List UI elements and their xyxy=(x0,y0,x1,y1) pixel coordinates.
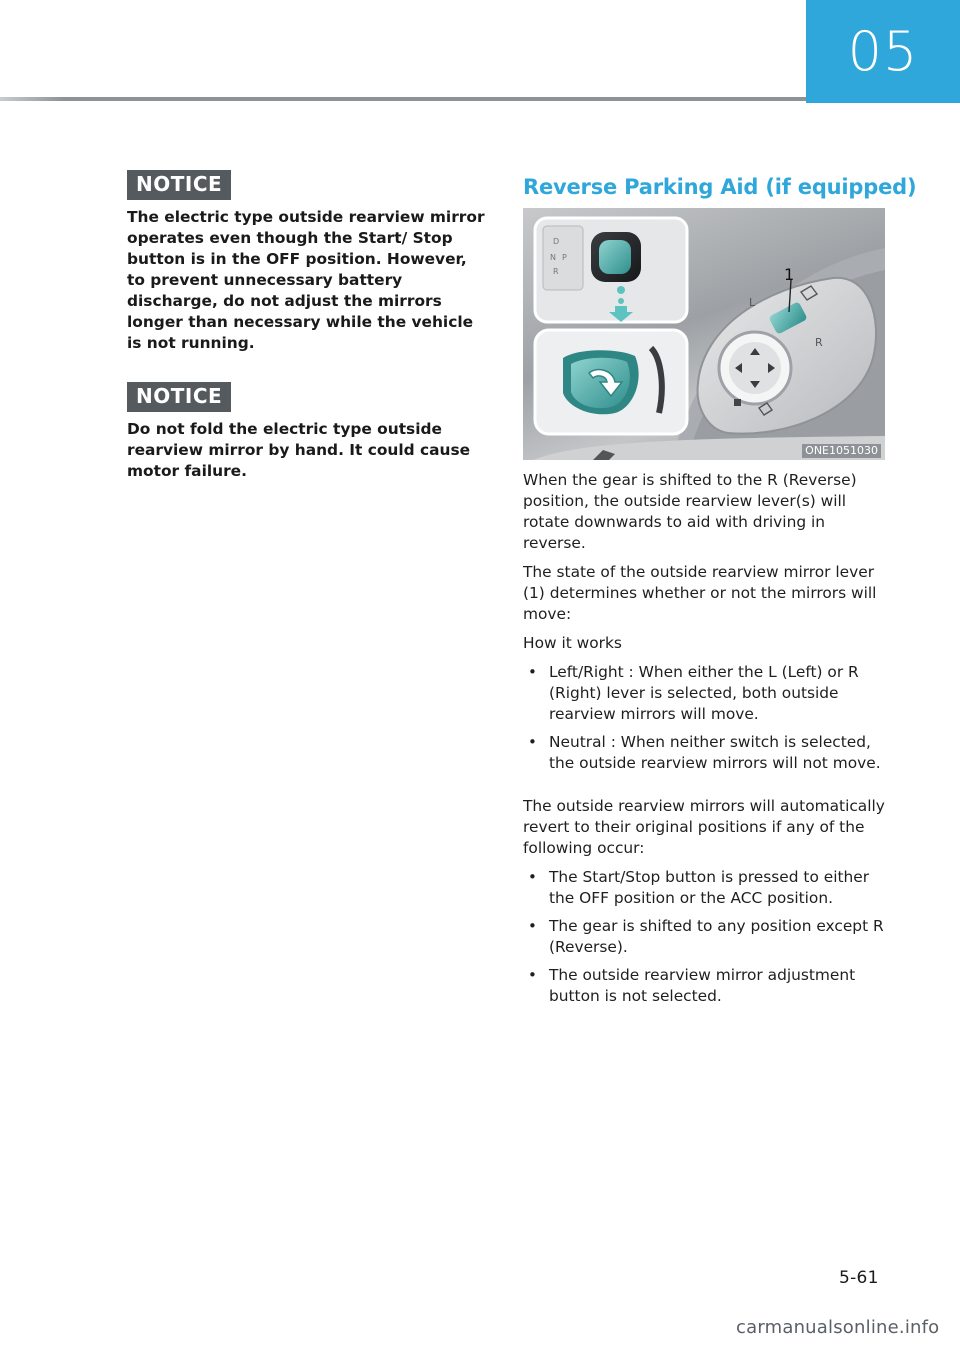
section-body xyxy=(523,470,887,1007)
page-number: 5-61 xyxy=(839,1268,879,1288)
paragraph: The state of the outside rearview mirror lever (1) determines whether or not the mirrors will move: xyxy=(523,563,877,623)
bullet-dot: • xyxy=(528,917,537,935)
notice-text: Do not fold the electric type outside rearview mirror by hand. It could cause motor failure. xyxy=(127,420,471,480)
bullet-list xyxy=(523,867,887,1007)
chapter-tab: 05 xyxy=(806,0,960,103)
section-title: Reverse Parking Aid (if equipped) xyxy=(523,175,917,199)
gear-letter-n: N xyxy=(550,253,556,262)
bullet-dot: • xyxy=(528,966,537,984)
notice-badge: NOTICE xyxy=(127,170,231,200)
switch-letter-l: L xyxy=(749,296,756,309)
notice-badge: NOTICE xyxy=(127,382,231,412)
notice-block xyxy=(127,382,489,482)
list-item-text: Left/Right : When either the L (Left) or R (Right) lever is selected, both outside rearview mirrors will move. xyxy=(549,663,859,723)
list-item xyxy=(523,916,887,958)
header-rule xyxy=(0,97,806,101)
list-item xyxy=(523,732,887,774)
bullet-dot: • xyxy=(528,868,537,886)
left-column xyxy=(127,170,489,510)
paragraph: When the gear is shifted to the R (Reverse) position, the outside rearview lever(s) will rotate downwards to aid with driving in reverse. xyxy=(523,471,857,552)
list-item-text: The Start/Stop button is pressed to either the OFF position or the ACC position. xyxy=(549,868,870,907)
list-item xyxy=(523,965,887,1007)
right-column xyxy=(523,170,917,1015)
gear-letter-p: P xyxy=(562,253,567,262)
bullet-dot: • xyxy=(528,663,537,681)
gear-letter-d: D xyxy=(553,237,560,246)
notice-text: The electric type outside rearview mirror operates even though the Start/ Stop button is in the OFF position. However, to prevent unnecessary battery discharge, do not adjust the mirrors longer than necessary while the vehicle is not running. xyxy=(127,208,485,352)
bullet-list xyxy=(523,662,887,774)
figure-code: ONE1051030 xyxy=(802,444,881,458)
mirror-switch-drawing xyxy=(523,208,885,460)
switch-letter-r: R xyxy=(815,336,823,349)
list-item-text: The outside rearview mirror adjustment button is not selected. xyxy=(549,966,856,1005)
list-item-text: The gear is shifted to any position except R (Reverse). xyxy=(549,917,884,956)
list-item xyxy=(523,662,887,725)
list-item-text: Neutral : When neither switch is selected, the outside rearview mirrors will not move. xyxy=(549,733,881,772)
list-item xyxy=(523,867,887,909)
mirror-switch-illustration xyxy=(523,208,885,460)
watermark-link[interactable]: carmanualsonline.info xyxy=(736,1317,940,1338)
bullet-dot: • xyxy=(528,733,537,751)
gear-letter-r: R xyxy=(553,267,559,276)
paragraph: The outside rearview mirrors will automatically revert to their original positions if any of the following occur: xyxy=(523,797,885,857)
how-it-works-label: How it works xyxy=(523,634,622,652)
callout-1: 1 xyxy=(784,265,795,284)
notice-block xyxy=(127,170,489,354)
